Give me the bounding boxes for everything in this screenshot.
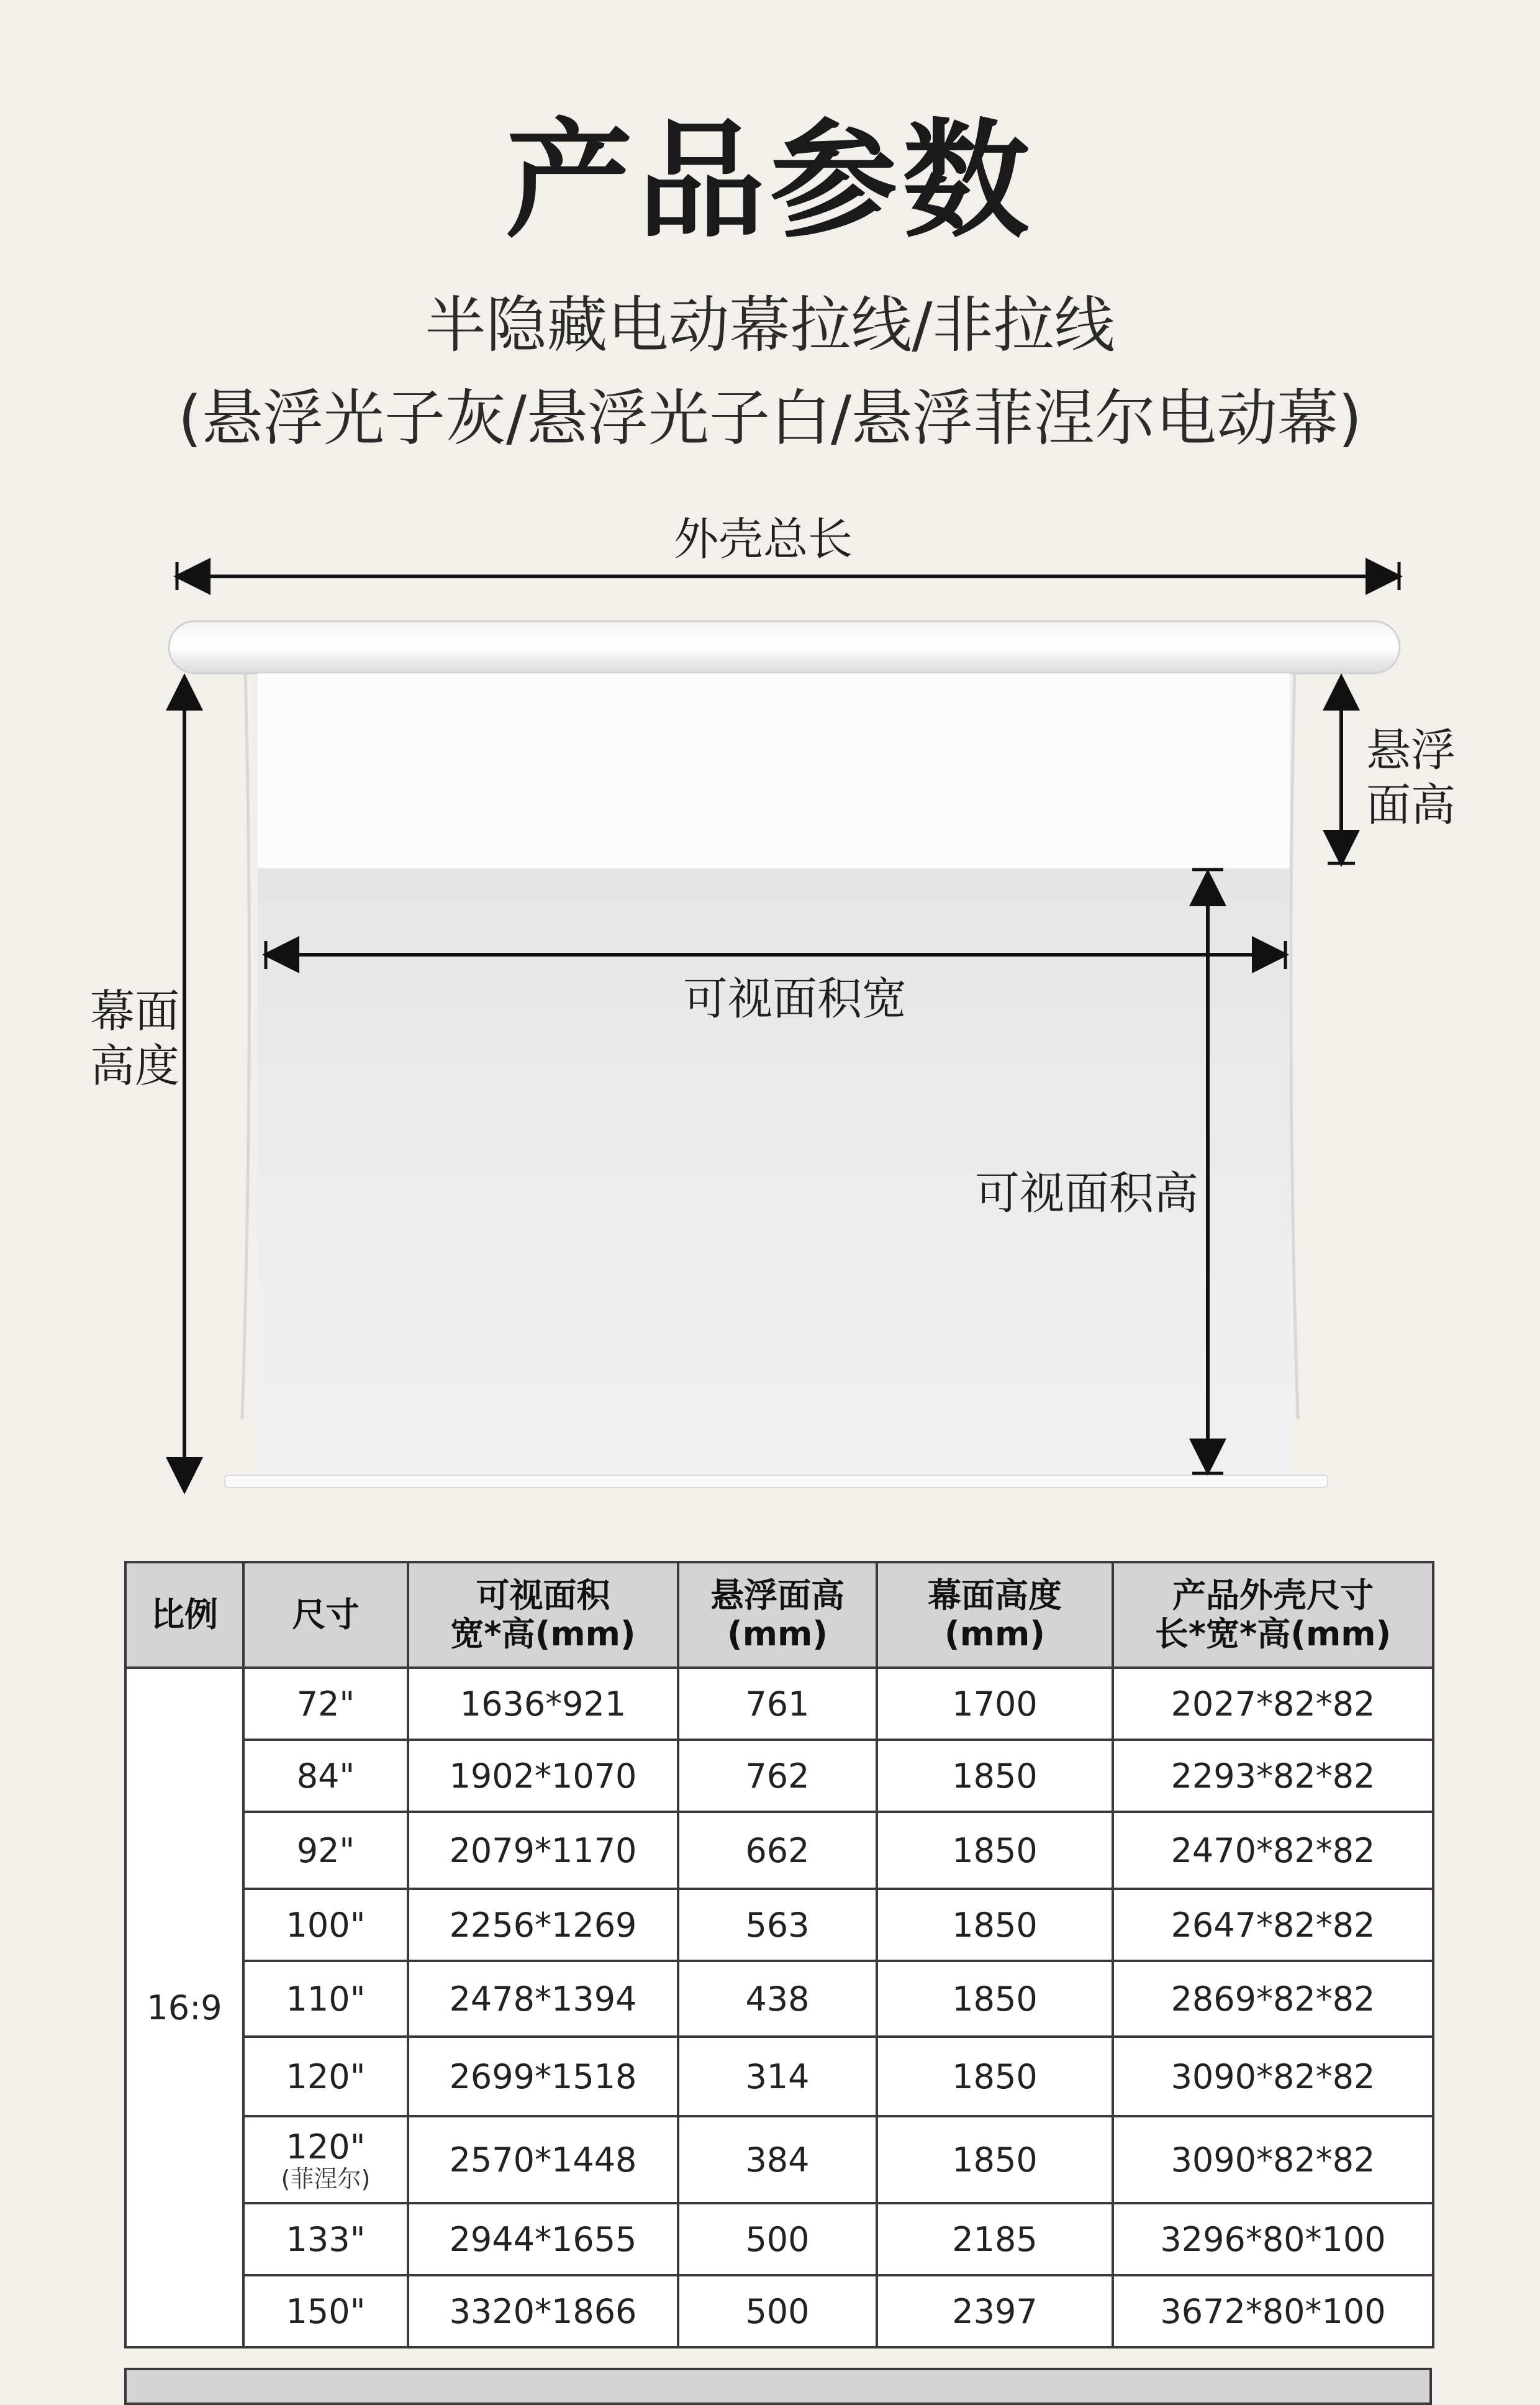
fresnel-note: (菲涅尔) xyxy=(281,2165,371,2193)
table-row: 120" 2699*1518 314 1850 3090*82*82 xyxy=(125,2037,1433,2116)
table-row: 120" (菲涅尔) 2570*1448 384 1850 3090*82*82 xyxy=(125,2116,1433,2203)
bottom-bar xyxy=(225,1475,1328,1488)
ratio-cell: 16:9 xyxy=(125,1668,243,2347)
col-ratio: 比例 xyxy=(125,1562,243,1668)
total-length-label: 外壳总长 xyxy=(674,513,853,565)
page-title: 产品参数 xyxy=(505,107,1035,255)
product-variants: (悬浮光子灰/悬浮光子白/悬浮菲涅尔电动幕) xyxy=(178,383,1362,454)
col-case-size: 产品外壳尺寸 长*宽*高(mm) xyxy=(1113,1562,1433,1668)
view-height-label: 可视面积高 xyxy=(975,1167,1199,1219)
table-header-row xyxy=(125,1562,1433,1668)
screen-case xyxy=(169,621,1400,673)
col-screen-height: 幕面高度 (mm) xyxy=(877,1562,1113,1668)
table-row: 133" 2944*1655 500 2185 3296*80*100 xyxy=(125,2203,1433,2275)
col-viewable: 可视面积 宽*高(mm) xyxy=(408,1562,678,1668)
table-row: 92" 2079*1170 662 1850 2470*82*82 xyxy=(125,1812,1433,1889)
next-table-header-strip xyxy=(124,2368,1432,2405)
table-row: 84" 1902*1070 762 1850 2293*82*82 xyxy=(125,1740,1433,1812)
col-size: 尺寸 xyxy=(243,1562,408,1668)
float-height-label: 悬浮 面高 xyxy=(1366,724,1456,831)
spec-table xyxy=(124,1561,1434,2348)
float-area xyxy=(258,673,1290,870)
table-row: 16:9 72" 1636*921 761 1700 2027*82*82 xyxy=(125,1668,1433,1740)
table-row: 100" 2256*1269 563 1850 2647*82*82 xyxy=(125,1889,1433,1961)
table-row: 110" 2478*1394 438 1850 2869*82*82 xyxy=(125,1961,1433,2037)
product-subtitle: 半隐藏电动幕拉线/非拉线 xyxy=(425,290,1115,361)
screen-height-label: 幕面 高度 xyxy=(90,985,180,1092)
table-row: 150" 3320*1866 500 2397 3672*80*100 xyxy=(125,2275,1433,2347)
col-float-height: 悬浮面高 (mm) xyxy=(678,1562,877,1668)
view-width-label: 可视面积宽 xyxy=(683,973,907,1025)
